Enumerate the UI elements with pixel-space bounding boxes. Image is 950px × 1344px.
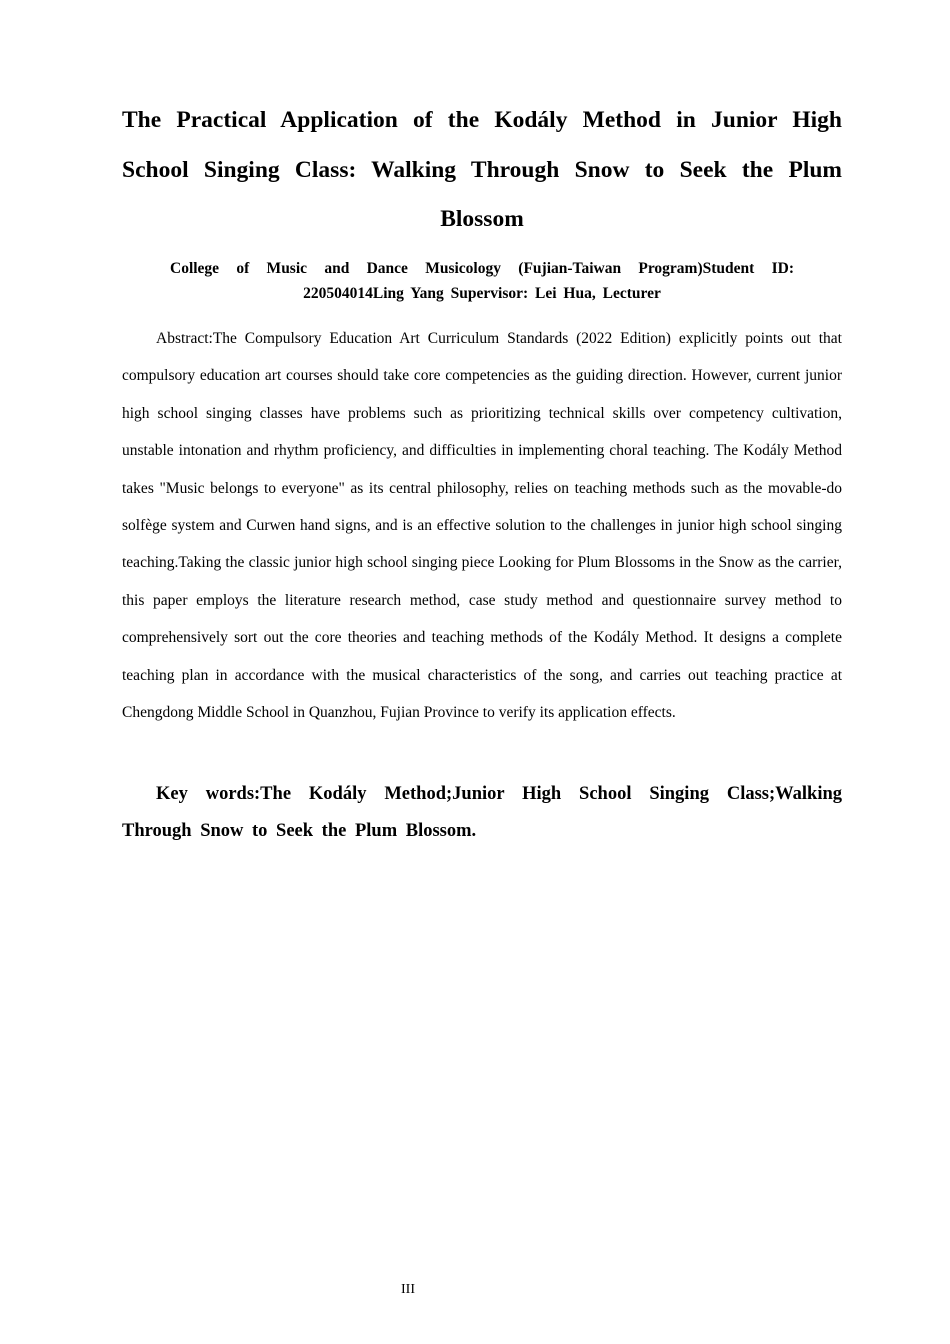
author-affiliation: College of Music and Dance Musicology (Fujian-Taiwan Program)Student ID: 220504014Ling Yang Supervisor: Lei Hua, Lecturer — [170, 260, 794, 302]
keywords-paragraph: Key words:The Kodály Method;Junior High School Singing Class;Walking Through Snow to Seek the Plum Blossom. — [122, 784, 842, 841]
page-number: III — [401, 1282, 415, 1297]
abstract-paragraph: Abstract:The Compulsory Education Art Curriculum Standards (2022 Edition) explicitly points out that compulsory education art courses should take core competencies as the guiding direction. However, current junior high school singing classes have problems such as prioritizing technical skills over competency cultivation, unstable intonation and rhythm proficiency, and difficulties in implementing choral teaching. The Kodály Method takes "Music belongs to everyone" as its central philosophy, relies on teaching methods such as the movable-do solfège system and Curwen hand signs, and is an effective solution to the challenges in junior high school singing teaching.Taking the classic junior high school singing piece Looking for Plum Blossoms in the Snow as the carrier, this paper employs the literature research method, case study method and questionnaire survey method to comprehensively sort out the core theories and teaching methods of the Kodály Method. It designs a complete teaching plan in accordance with the musical characteristics of the song, and carries out teaching practice at Chengdong Middle School in Quanzhou, Fujian Province to verify its application effects. — [122, 330, 842, 722]
paper-title: The Practical Application of the Kodály Method in Junior High School Singing Class: Walking Through Snow to Seek the Plum Blossom — [122, 107, 842, 232]
